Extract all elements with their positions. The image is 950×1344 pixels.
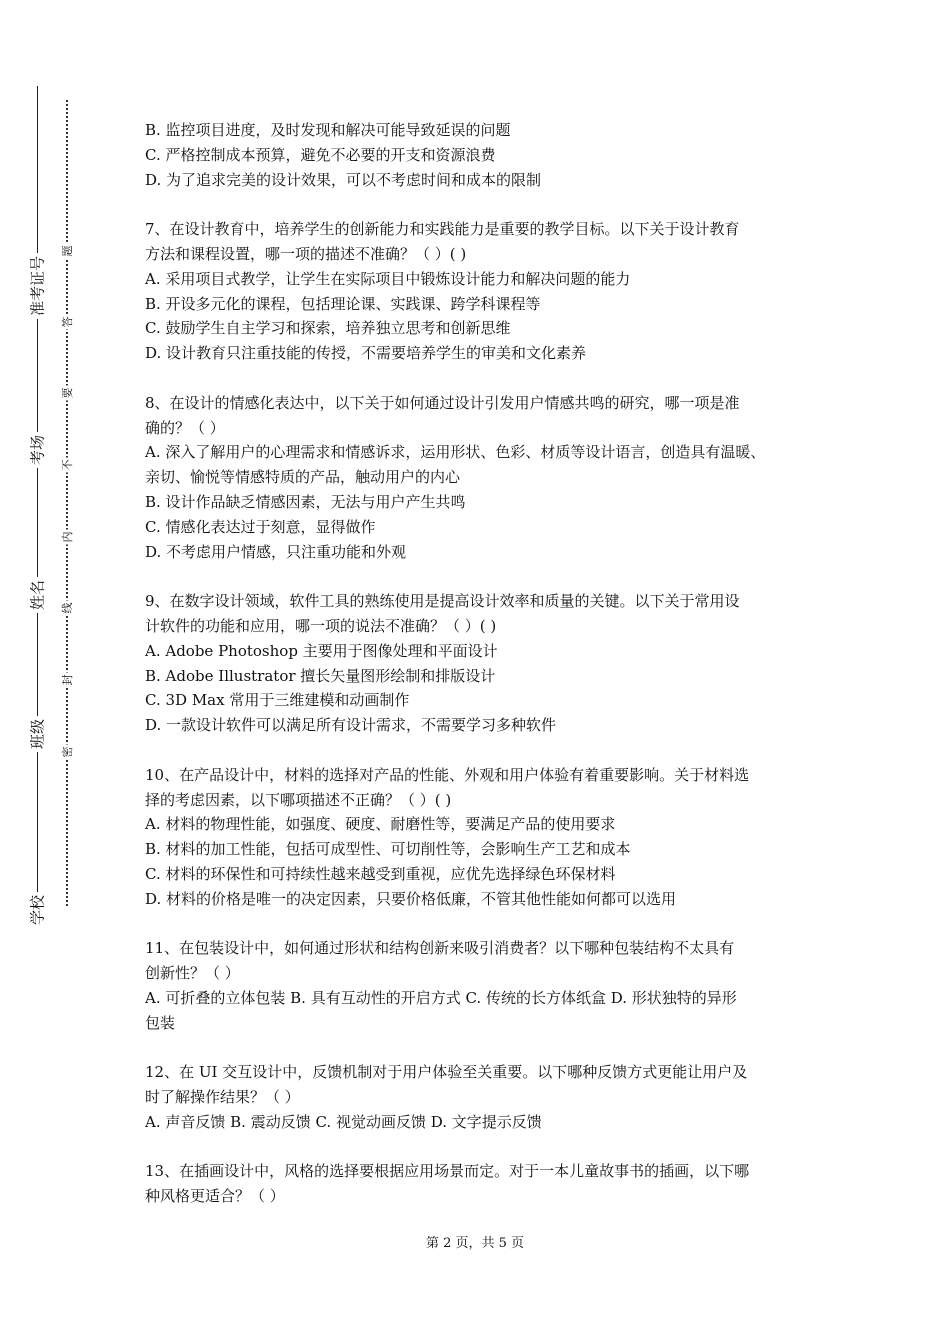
- options-inline-continued: 包装: [145, 1013, 176, 1032]
- question-12: [145, 1060, 825, 1134]
- option-b: B. 开设多元化的课程，包括理论课、实践课、跨学科课程等: [145, 294, 541, 313]
- option-a: A. 材料的物理性能，如强度、硬度、耐磨性等，要满足产品的使用要求: [145, 815, 616, 834]
- question-stem: 方法和课程设置，哪一项的描述不准确？（ ）( ): [145, 244, 467, 263]
- binding-margin: [0, 0, 110, 1344]
- question-stem: 确的？（ ）: [145, 418, 225, 437]
- option-b: B. 材料的加工性能，包括可成型性、可切削性等，会影响生产工艺和成本: [145, 840, 631, 859]
- exam-room-label: 考场: [27, 432, 48, 468]
- question-stem: 9、在数字设计领域，软件工具的熟练使用是提高设计效率和质量的关键。以下关于常用设: [145, 592, 740, 611]
- page-number: 第 2 页，共 5 页: [425, 1236, 525, 1251]
- option-b: B. Adobe Illustrator 擅长矢量图形绘制和排版设计: [145, 666, 496, 685]
- seal-char: 不: [61, 459, 74, 471]
- option-c: C. 鼓励学生自主学习和探索，培养独立思考和创新思维: [145, 319, 511, 338]
- option-c: C. 3D Max 常用于三维建模和动画制作: [145, 691, 410, 710]
- seal-char: 线: [61, 602, 74, 614]
- class-label: 班级: [27, 716, 48, 752]
- question-stem: 创新性？（ ）: [145, 964, 240, 983]
- question-7: [145, 217, 825, 366]
- option-b: B. 监控项目进度，及时发现和解决可能导致延误的问题: [145, 121, 511, 139]
- question-8: [145, 391, 825, 565]
- options-inline: A. 声音反馈 B. 震动反馈 C. 视觉动画反馈 D. 文字提示反馈: [145, 1112, 542, 1131]
- binding-solid-line: [37, 86, 38, 926]
- seal-char: 题: [61, 245, 74, 257]
- option-d: D. 为了追求完美的设计效果，可以不考虑时间和成本的限制: [145, 170, 542, 189]
- question-stem: 7、在设计教育中，培养学生的创新能力和实践能力是重要的教学目标。以下关于设计教育: [145, 220, 740, 239]
- option-d: D. 设计教育只注重技能的传授，不需要培养学生的审美和文化素养: [145, 344, 587, 363]
- name-label: 姓名: [27, 577, 48, 613]
- option-a: A. Adobe Photoshop 主要用于图像处理和平面设计: [145, 641, 498, 660]
- question-9: [145, 589, 825, 738]
- option-a: A. 深入了解用户的心理需求和情感诉求，运用形状、色彩、材质等设计语言，创造具有温暖、: [145, 443, 766, 462]
- seal-char: 要: [61, 387, 74, 399]
- question-13: [145, 1159, 825, 1209]
- seal-char: 答: [61, 316, 74, 328]
- seal-char: 密: [61, 746, 74, 758]
- options-inline: A. 可折叠的立体包装 B. 具有互动性的开启方式 C. 传统的长方体纸盒 D. 形状独特的异形: [145, 988, 737, 1007]
- question-stem: 种风格更适合？（ ）: [145, 1187, 285, 1206]
- seal-char: 封: [61, 674, 74, 686]
- option-a: A. 采用项目式教学，让学生在实际项目中锻炼设计能力和解决问题的能力: [145, 269, 631, 288]
- question-stem: 13、在插画设计中，风格的选择要根据应用场景而定。对于一本儿童故事书的插画，以下哪: [145, 1162, 750, 1181]
- option-c: C. 材料的环保性和可持续性越来越受到重视，应优先选择绿色环保材料: [145, 864, 616, 883]
- seal-dotted-line: [66, 100, 68, 906]
- option-a-continued: 亲切、愉悦等情感特质的产品，触动用户的内心: [145, 468, 461, 487]
- option-c: C. 情感化表达过于刻意，显得做作: [145, 517, 376, 536]
- question-stem: 计软件的功能和应用，哪一项的说法不准确？（ ）( ): [145, 616, 497, 635]
- question-stem: 12、在 UI 交互设计中，反馈机制对于用户体验至关重要。以下哪种反馈方式更能让用户及: [145, 1063, 748, 1082]
- option-d: D. 不考虑用户情感，只注重功能和外观: [145, 542, 407, 561]
- seal-char: 内: [61, 531, 74, 543]
- question-stem: 8、在设计的情感化表达中，以下关于如何通过设计引发用户情感共鸣的研究，哪一项是准: [145, 393, 740, 412]
- option-b: B. 设计作品缺乏情感因素，无法与用户产生共鸣: [145, 492, 466, 511]
- school-label: 学校: [27, 892, 48, 928]
- question-stem: 10、在产品设计中，材料的选择对产品的性能、外观和用户体验有着重要影响。关于材料选: [145, 765, 750, 784]
- option-d: D. 材料的价格是唯一的决定因素，只要价格低廉，不管其他性能如何都可以选用: [145, 889, 677, 908]
- question-6-continued: [145, 118, 825, 192]
- option-c: C. 严格控制成本预算，避免不必要的开支和资源浪费: [145, 145, 496, 164]
- exam-number-label: 准考证号: [27, 253, 48, 319]
- question-stem: 时了解操作结果？（ ）: [145, 1088, 300, 1107]
- question-10: [145, 763, 825, 912]
- question-11: [145, 936, 825, 1035]
- question-stem: 11、在包装设计中，如何通过形状和结构创新来吸引消费者？以下哪种包装结构不太具有: [145, 939, 735, 958]
- option-d: D. 一款设计软件可以满足所有设计需求，不需要学习多种软件: [145, 716, 557, 735]
- question-stem: 择的考虑因素，以下哪项描述不正确？（ ）( ): [145, 790, 452, 809]
- exam-content: [145, 118, 825, 1234]
